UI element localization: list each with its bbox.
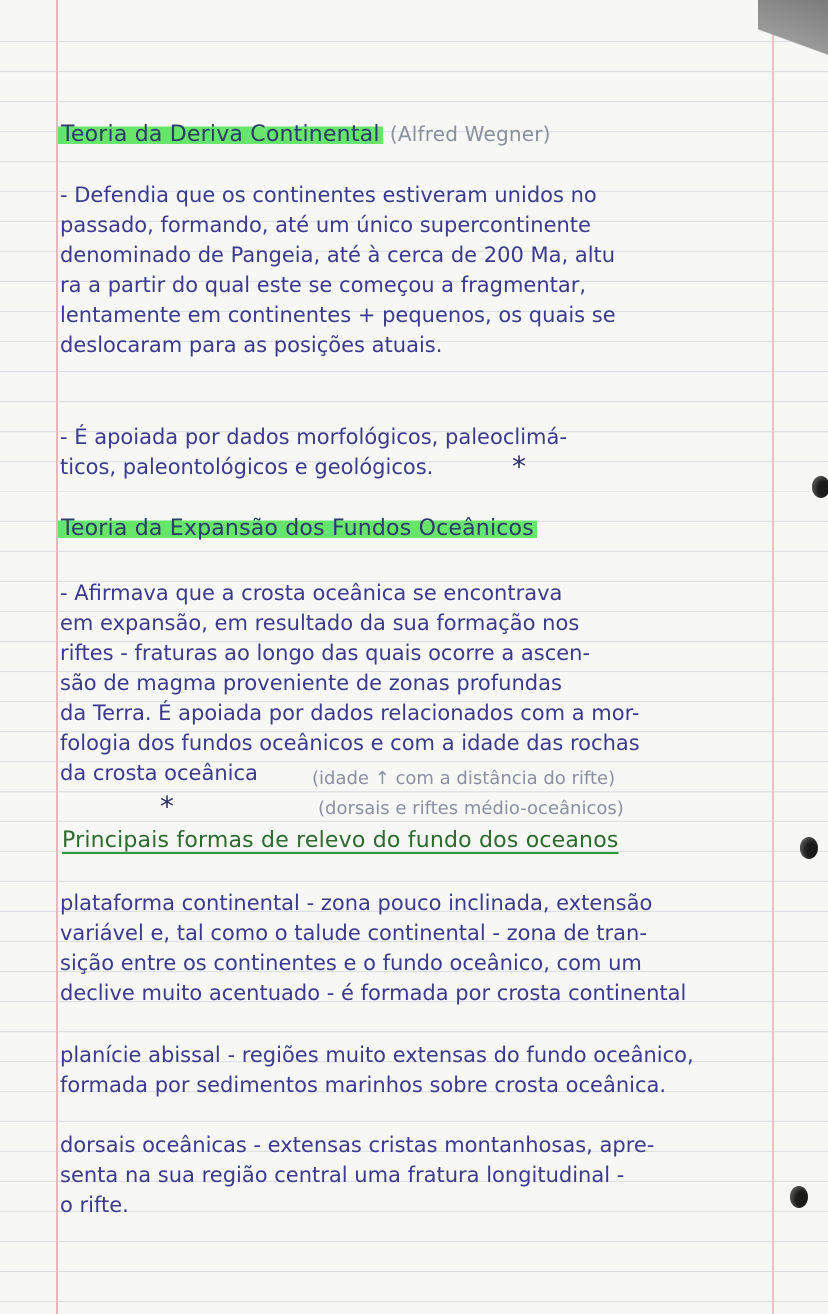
side-note-idade: (idade ↑ com a distância do rifte)	[312, 768, 616, 789]
text-line: formada por sedimentos marinhos sobre crosta oceânica.	[60, 1073, 667, 1097]
text-line: - Defendia que os continentes estiveram unidos no	[60, 183, 597, 207]
text-line: variável e, tal como o talude continental - zona de tran-	[60, 921, 647, 945]
paragraph-deriva-2	[60, 422, 770, 482]
left-margin-line	[56, 0, 58, 1314]
text-line: planície abissal - regiões muito extensas do fundo oceânico,	[60, 1043, 694, 1067]
punch-hole	[790, 1186, 808, 1208]
right-margin-line	[772, 0, 774, 1314]
paragraph-deriva-1	[60, 180, 770, 360]
text-line: o rifte.	[60, 1193, 129, 1217]
text-line: senta na sua região central uma fratura longitudinal -	[60, 1163, 625, 1187]
side-note-dorsais: (dorsais e riftes médio-oceânicos)	[318, 798, 624, 819]
asterisk-mark: *	[512, 450, 526, 483]
section-title-expansao	[58, 516, 537, 541]
punch-hole	[800, 837, 818, 859]
text-line: da crosta oceânica	[60, 761, 258, 785]
text-line: sição entre os continentes e o fundo oceânico, com um	[60, 951, 642, 975]
text-line: lentamente em continentes + pequenos, os quais se	[60, 303, 616, 327]
binder-corner	[758, 0, 828, 95]
text-line: denominado de Pangeia, até à cerca de 200 Ma, altu	[60, 243, 616, 267]
text-line: em expansão, em resultado da sua formação nos	[60, 611, 580, 635]
text-line: fologia dos fundos oceânicos e com a idade das rochas	[60, 731, 640, 755]
author-note: (Alfred Wegner)	[389, 122, 551, 146]
paragraph-dorsais	[60, 1130, 770, 1220]
text-line: plataforma continental - zona pouco inclinada, extensão	[60, 891, 653, 915]
paragraph-planicie	[60, 1040, 770, 1100]
paragraph-expansao	[60, 578, 770, 788]
text-line: riftes - fraturas ao longo das quais ocorre a ascen-	[60, 641, 591, 665]
text-line: - Afirmava que a crosta oceânica se encontrava	[60, 581, 563, 605]
asterisk-mark: *	[160, 790, 174, 823]
section-title-deriva	[58, 122, 551, 147]
text-line: declive muito acentuado - é formada por crosta continental	[60, 981, 687, 1005]
paragraph-plataforma	[60, 888, 770, 1008]
section-title-text: Teoria da Expansão dos Fundos Oceânicos	[58, 516, 537, 541]
text-line: - É apoiada por dados morfológicos, paleoclimá-	[60, 425, 567, 449]
text-line: dorsais oceânicas - extensas cristas montanhosas, apre-	[60, 1133, 655, 1157]
text-line: deslocaram para as posições atuais.	[60, 333, 443, 357]
text-line: ra a partir do qual este se começou a fragmentar,	[60, 273, 587, 297]
punch-hole	[812, 476, 828, 498]
text-line: são de magma proveniente de zonas profundas	[60, 671, 562, 695]
section-title-text: Teoria da Deriva Continental	[58, 122, 383, 147]
section-title-relevo: Principais formas de relevo do fundo dos oceanos	[62, 828, 619, 853]
text-line: ticos, paleontológicos e geológicos.	[60, 455, 434, 479]
text-line: da Terra. É apoiada por dados relacionados com a mor-	[60, 701, 640, 725]
text-line: passado, formando, até um único supercontinente	[60, 213, 591, 237]
